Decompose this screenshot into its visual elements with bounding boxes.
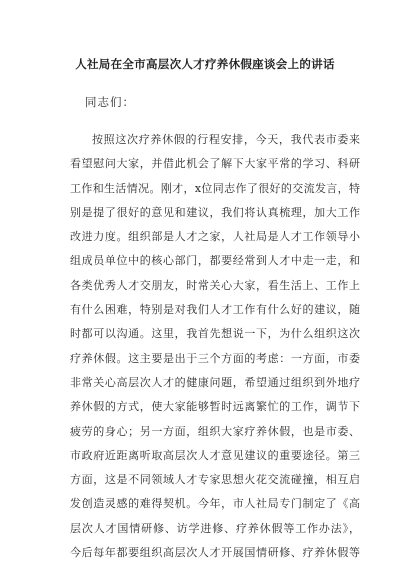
body-line: 非常关心高层次人才的健康问题，希望通过组织到外地疗 bbox=[70, 375, 360, 389]
body-line: 看望慰问大家，并借此机会了解下大家平常的学习、科研 bbox=[70, 157, 360, 171]
body-line: 疲劳的身心；另一方面，组织大家疗养休假，也是市委、 bbox=[70, 424, 360, 438]
body-line: 养休假的方式，使大家能够暂时远离繁忙的工作，调节下 bbox=[70, 400, 360, 414]
body-line: 别是提了很好的意见和建议，我们将认真梳理，加大工作 bbox=[70, 205, 360, 219]
body-line: 层次人才国情研修、访学进修、疗养休假等工作办法》， bbox=[70, 521, 360, 535]
body-line: 改进力度。组织部是人才之家，人社局是人才工作领导小 bbox=[70, 230, 360, 244]
document-body bbox=[70, 128, 360, 565]
body-line: 方面，这是不同领域人才专家思想火花交流碰撞，相互启 bbox=[70, 473, 360, 487]
body-line: 发创造灵感的难得契机。今年，市人社局专门制定了《高 bbox=[70, 497, 360, 511]
body-line: 市政府近距离听取高层次人才意见建议的重要途径。第三 bbox=[70, 448, 360, 462]
salutation: 同志们： bbox=[85, 95, 135, 109]
body-line: 组成员单位中的核心部门，都要经常到人才中走一走，和 bbox=[70, 254, 360, 268]
body-line: 今后每年都要组织高层次人才开展国情研修、疗养休假等 bbox=[70, 546, 360, 560]
document-title: 人社局在全市高层次人才疗养休假座谈会上的讲话 bbox=[75, 57, 335, 71]
body-line: 时都可以沟通。这里，我首先想说一下，为什么组织这次 bbox=[70, 327, 360, 341]
body-line: 有什么困难，特别是对我们人才工作有什么好的建议，随 bbox=[70, 303, 360, 317]
body-line: 工作和生活情况。刚才，x位同志作了很好的交流发言，特 bbox=[70, 181, 360, 195]
body-line: 各类优秀人才交朋友，时常关心大家，看生活上、工作上 bbox=[70, 278, 360, 292]
body-line: 疗养休假。这主要是出于三个方面的考虑：一方面，市委 bbox=[70, 351, 360, 365]
body-line: 按照这次疗养休假的行程安排，今天，我代表市委来 bbox=[92, 133, 360, 146]
